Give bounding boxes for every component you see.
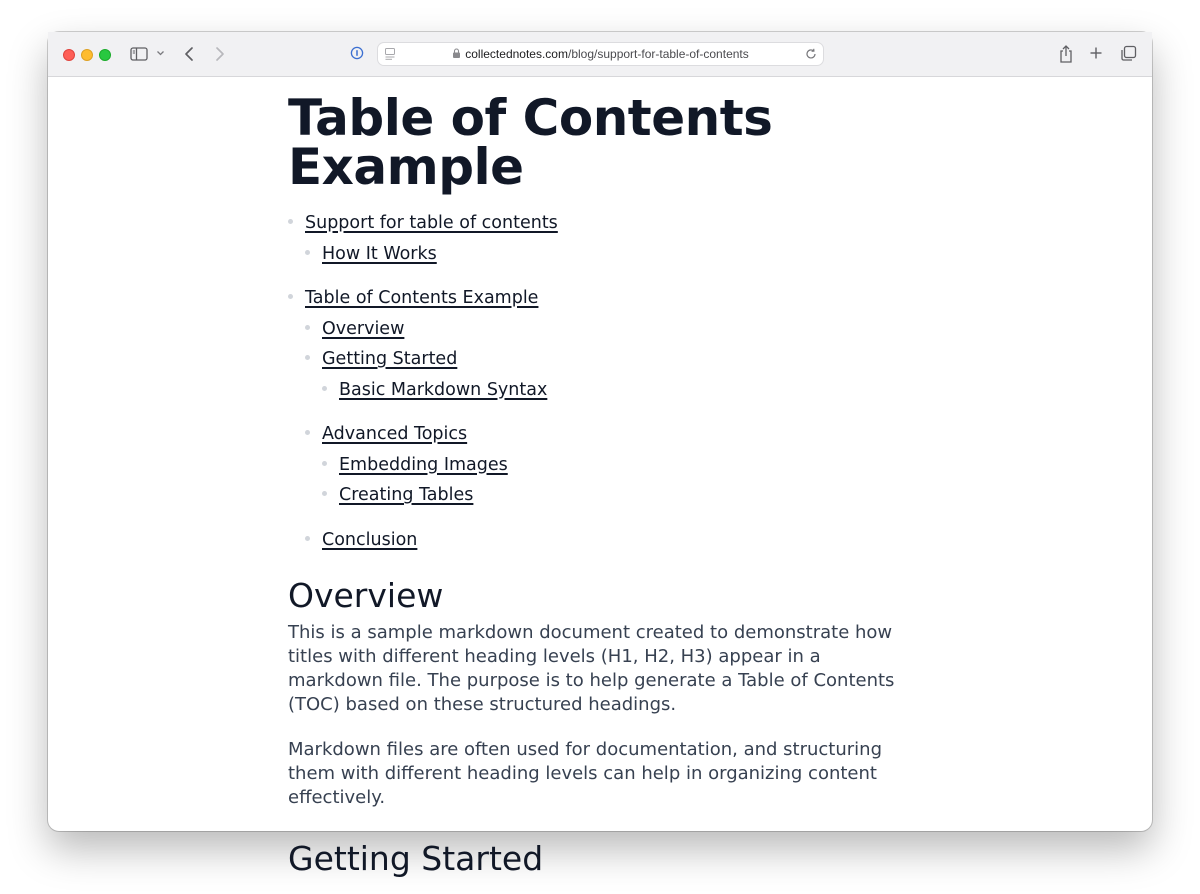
getting-started-heading: Getting Started bbox=[288, 839, 544, 878]
toc-item bbox=[305, 283, 908, 555]
toc-item bbox=[339, 450, 908, 481]
browser-toolbar bbox=[48, 32, 1152, 77]
toc-link-basic-markdown[interactable]: Basic Markdown Syntax bbox=[339, 379, 548, 400]
toc-item bbox=[339, 375, 908, 406]
overview-heading: Overview bbox=[288, 576, 444, 615]
address-url bbox=[378, 47, 823, 61]
new-tab-icon[interactable] bbox=[1089, 46, 1103, 60]
reload-icon[interactable] bbox=[805, 48, 817, 60]
tab-overview-icon[interactable] bbox=[1120, 45, 1137, 62]
url-host: collectednotes.com bbox=[465, 47, 568, 61]
browser-window bbox=[48, 32, 1152, 878]
toc-link-toc-example[interactable]: Table of Contents Example bbox=[305, 288, 539, 308]
toc-link-support[interactable]: Support for table of contents bbox=[305, 213, 558, 233]
toc-item bbox=[322, 239, 908, 270]
toc-link-how-it-works[interactable]: How It Works bbox=[322, 243, 437, 264]
toc-link-getting-started[interactable]: Getting Started bbox=[322, 349, 458, 369]
page-content bbox=[48, 78, 1152, 878]
privacy-report-icon[interactable] bbox=[350, 46, 364, 60]
lock-icon bbox=[452, 48, 461, 59]
sidebar-toggle-icon[interactable] bbox=[130, 46, 148, 62]
toc-item bbox=[339, 480, 908, 511]
toc-link-conclusion[interactable]: Conclusion bbox=[322, 529, 418, 550]
overview-paragraph-2: Markdown files are often used for documentation, and structuring them with different heading levels can help in organizing content effectively. bbox=[288, 739, 882, 808]
url-path: /blog/support-for-table-of-contents bbox=[567, 47, 749, 61]
toc-item bbox=[322, 419, 908, 511]
toc-link-creating-tables[interactable]: Creating Tables bbox=[339, 485, 474, 505]
toc-link-advanced-topics[interactable]: Advanced Topics bbox=[322, 424, 468, 444]
zoom-window-button[interactable] bbox=[99, 49, 111, 61]
toc-item bbox=[322, 344, 908, 405]
minimize-window-button[interactable] bbox=[81, 49, 93, 61]
overview-paragraph-1: This is a sample markdown document created to demonstrate how titles with different heading levels (H1, H2, H3) appear in a markdown file. The purpose is to help generate a Table of Contents (TOC) based on these structured headings. bbox=[288, 622, 895, 715]
toc-item bbox=[322, 314, 908, 345]
address-bar[interactable] bbox=[377, 42, 824, 66]
article bbox=[288, 89, 908, 878]
toc-link-overview[interactable]: Overview bbox=[322, 318, 405, 339]
chevron-down-icon[interactable] bbox=[156, 50, 165, 57]
close-window-button[interactable] bbox=[63, 49, 75, 61]
toc-item bbox=[322, 525, 908, 556]
page-title: Table of Contents Example bbox=[288, 89, 773, 196]
toc-link-embedding-images[interactable]: Embedding Images bbox=[339, 454, 508, 475]
table-of-contents bbox=[288, 208, 908, 555]
toc-item bbox=[305, 208, 908, 269]
forward-icon[interactable] bbox=[214, 45, 226, 63]
back-icon[interactable] bbox=[183, 45, 195, 63]
share-icon[interactable] bbox=[1058, 44, 1074, 64]
